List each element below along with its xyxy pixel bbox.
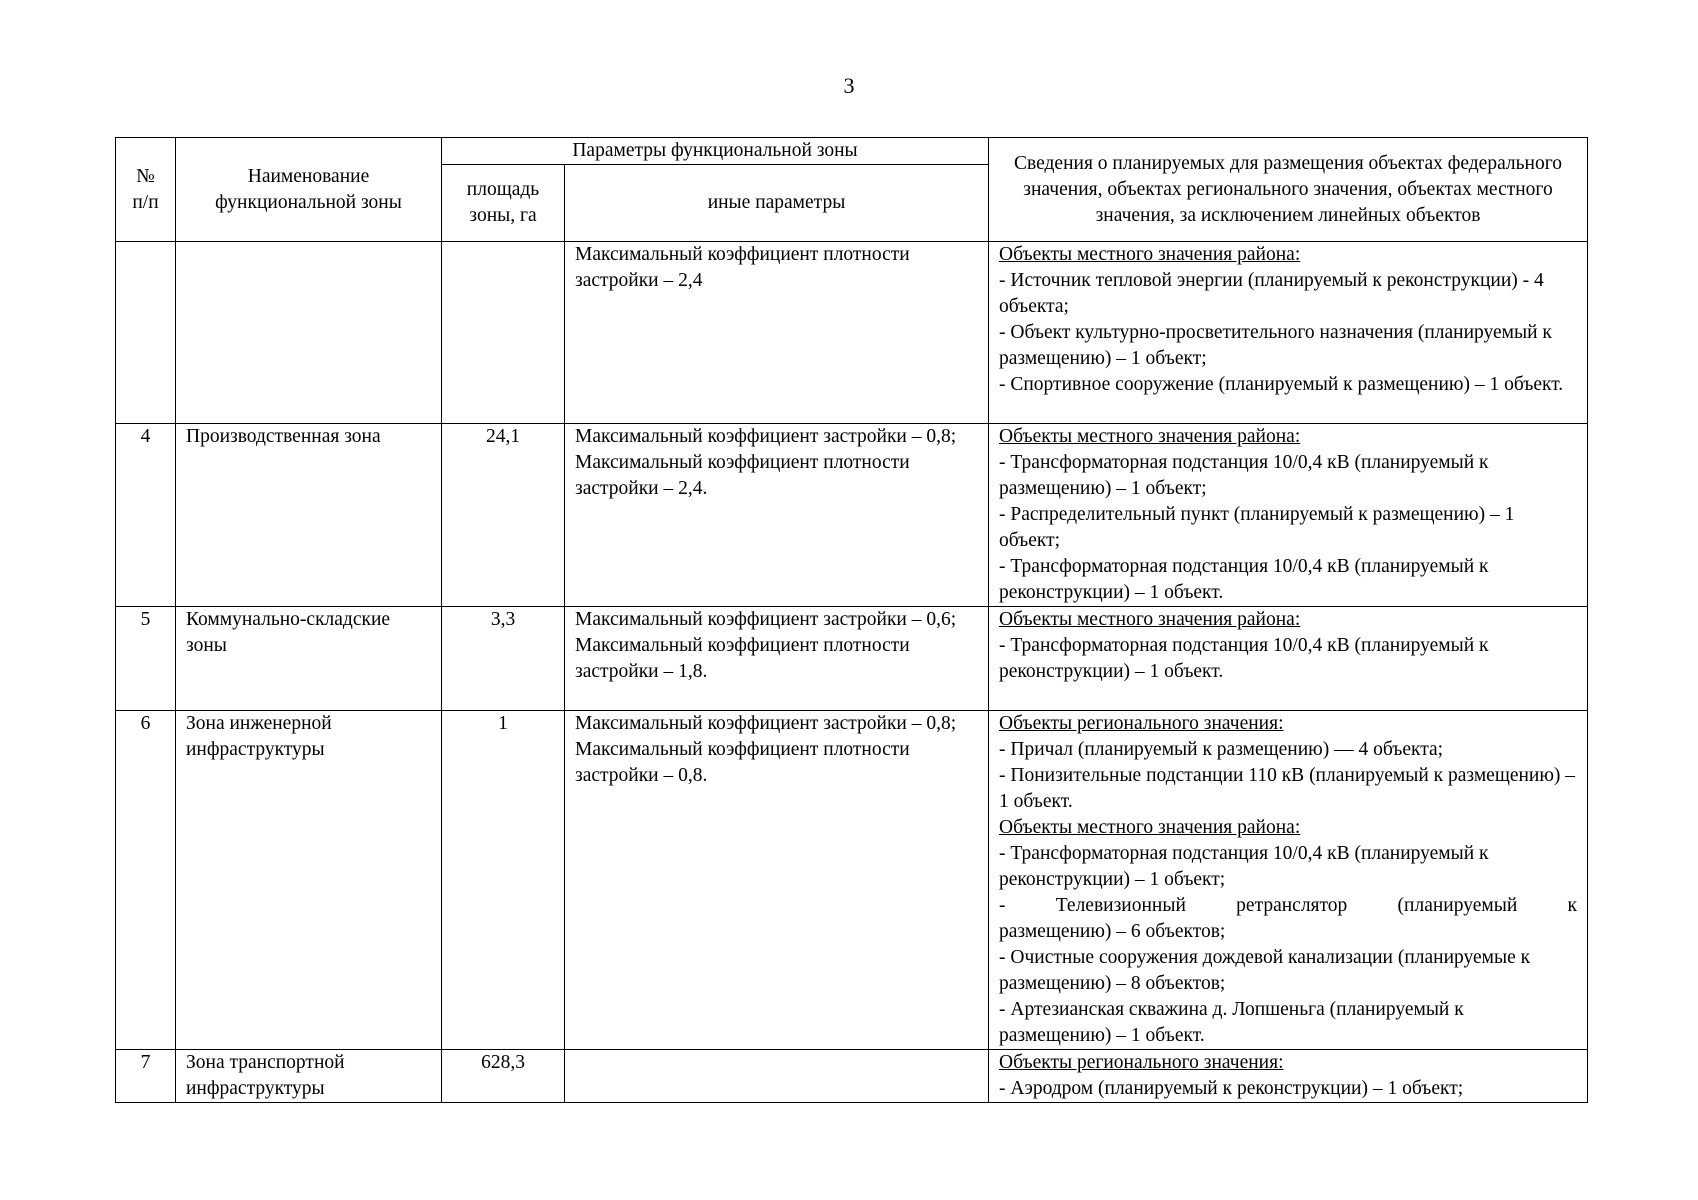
object-item: - Спортивное сооружение (планируемый к размещению) – 1 объект.	[999, 374, 1564, 395]
header-other-params: иные параметры	[565, 165, 989, 242]
objects-category-heading: Объекты регионального значения:	[999, 1052, 1284, 1073]
other-params-cell	[565, 1050, 989, 1103]
other-params-cell	[565, 607, 989, 711]
planned-objects-cell	[989, 1050, 1588, 1103]
zone-name-cell: Коммунально-складские зоны	[176, 607, 442, 711]
zone-area-cell	[442, 242, 565, 424]
header-num: № п/п	[116, 138, 176, 242]
param-line: Максимальный коэффициент плотности застройки – 2,4	[575, 244, 910, 291]
row-number-cell	[116, 242, 176, 424]
objects-category-heading: Объекты местного значения района:	[999, 817, 1301, 838]
page-number: 3	[843, 73, 855, 98]
other-params-cell	[565, 711, 989, 1050]
planned-objects-cell	[989, 242, 1588, 424]
planned-objects-cell	[989, 424, 1588, 607]
objects-category-heading: Объекты местного значения района:	[999, 426, 1301, 447]
header-name: Наименование функциональной зоны	[176, 138, 442, 242]
object-item: - Аэродром (планируемый к реконструкции) – 1 объект;	[999, 1078, 1464, 1099]
object-item: - Объект культурно-просветительного назначения (планируемый к размещению) – 1 объект;	[999, 322, 1552, 369]
row-number-cell: 6	[116, 711, 176, 1050]
table-row	[116, 607, 1588, 711]
object-item: - Трансформаторная подстанция 10/0,4 кВ (планируемый к реконструкции) – 1 объект.	[999, 635, 1489, 682]
planned-objects-cell	[989, 607, 1588, 711]
object-item: - Распределительный пункт (планируемый к размещению) – 1 объект;	[999, 504, 1515, 551]
table-header	[116, 138, 1588, 242]
other-params-cell	[565, 242, 989, 424]
param-line: Максимальный коэффициент плотности застройки – 1,8.	[575, 635, 910, 682]
objects-category-heading: Объекты местного значения района:	[999, 244, 1301, 265]
row-number-cell: 5	[116, 607, 176, 711]
table-row	[116, 711, 1588, 1050]
object-item: - Трансформаторная подстанция 10/0,4 кВ (планируемый к реконструкции) – 1 объект;	[999, 843, 1489, 890]
param-line: Максимальный коэффициент плотности застройки – 2,4.	[575, 452, 910, 499]
row-number-cell: 7	[116, 1050, 176, 1103]
object-item: - Источник тепловой энергии (планируемый к реконструкции) - 4 объекта;	[999, 270, 1544, 317]
object-item: - Телевизионный ретранслятор (планируемый к	[999, 895, 1577, 916]
table-row	[116, 424, 1588, 607]
zone-name-cell: Зона инженерной инфраструктуры	[176, 711, 442, 1050]
planned-objects-cell	[989, 711, 1588, 1050]
header-area: площадь зоны, га	[442, 165, 565, 242]
object-item: - Понизительные подстанции 110 кВ (планируемый к размещению) – 1 объект.	[999, 765, 1576, 812]
object-item: - Трансформаторная подстанция 10/0,4 кВ (планируемый к реконструкции) – 1 объект.	[999, 556, 1489, 603]
object-item: - Трансформаторная подстанция 10/0,4 кВ (планируемый к размещению) – 1 объект;	[999, 452, 1489, 499]
table-body	[116, 242, 1588, 1103]
zone-area-cell: 3,3	[442, 607, 565, 711]
table-row	[116, 1050, 1588, 1103]
zone-name-cell: Зона транспортной инфраструктуры	[176, 1050, 442, 1103]
header-objects: Сведения о планируемых для размещения объектах федерального значения, объектах регионального значения, объектах местного значения, за исключением линейных объектов	[989, 138, 1588, 242]
objects-category-heading: Объекты местного значения района:	[999, 609, 1301, 630]
object-item: - Артезианская скважина д. Лопшеньга (планируемый к размещению) – 1 объект.	[999, 999, 1464, 1046]
zone-name-cell: Производственная зона	[176, 424, 442, 607]
zone-area-cell: 24,1	[442, 424, 565, 607]
zone-area-cell: 1	[442, 711, 565, 1050]
object-item-continuation: размещению) – 6 объектов;	[999, 921, 1226, 942]
object-item: - Очистные сооружения дождевой канализации (планируемые к размещению) – 8 объектов;	[999, 947, 1531, 994]
param-line: Максимальный коэффициент плотности застройки – 0,8.	[575, 739, 910, 786]
functional-zones-table	[115, 137, 1588, 1103]
param-line: Максимальный коэффициент застройки – 0,8;	[575, 713, 957, 734]
param-line: Максимальный коэффициент застройки – 0,8;	[575, 426, 957, 447]
object-item: - Причал (планируемый к размещению) — 4 объекта;	[999, 739, 1444, 760]
param-line: Максимальный коэффициент застройки – 0,6;	[575, 609, 957, 630]
header-params-group: Параметры функциональной зоны	[442, 138, 989, 165]
table-row	[116, 242, 1588, 424]
objects-category-heading: Объекты регионального значения:	[999, 713, 1284, 734]
zone-area-cell: 628,3	[442, 1050, 565, 1103]
row-number-cell: 4	[116, 424, 176, 607]
other-params-cell	[565, 424, 989, 607]
zone-name-cell	[176, 242, 442, 424]
